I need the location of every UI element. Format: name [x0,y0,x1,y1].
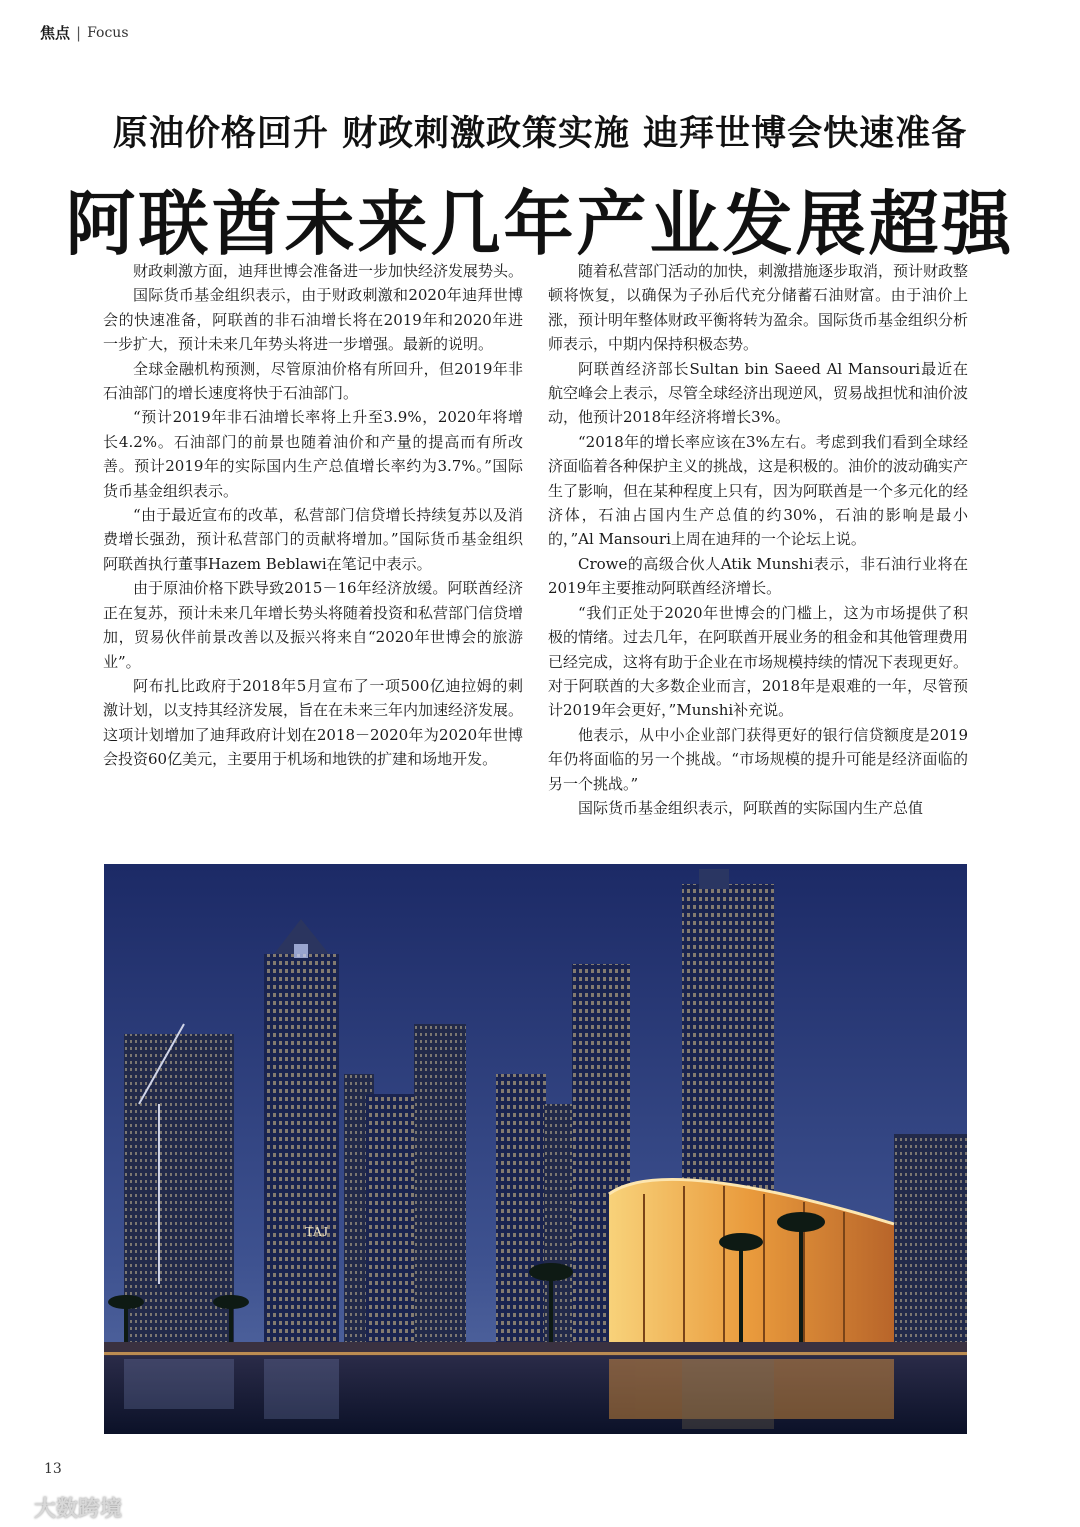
paragraph: “我们正处于2020年世博会的门槛上，这为市场提供了积极的情绪。过去几年，在阿联酋开展业务的租金和其他管理费用已经完成，这将有助于企业在市场规模持续的情况下表现更好。对于阿联酋的大多数企业而言，2018年是艰难的一年，尽管预计2019年会更好，”Munshi补充说。 [548,603,969,720]
paragraph: 随着私营部门活动的加快，刺激措施逐步取消，预计财政整顿将恢复，以确保为子孙后代充分储蓄石油财富。由于油价上涨，预计明年整体财政平衡将转为盈余。国际货币基金组织分析师表示，中期内保持积极态势。 [548,262,969,354]
paragraph: “预计2019年非石油增长率将上升至3.9%，2020年将增长4.2%。石油部门的前景也随着油价和产量的提高而有所改善。预计2019年的实际国内生产总值增长率约为3.7%。”国际货币基金组织表示。 [103,408,523,500]
paragraph: 他表示，从中小企业部门获得更好的银行信贷额度是2019年仍将面临的另一个挑战。“市场规模的提升可能是经济面临的另一个挑战。” [548,725,968,793]
paragraph: 阿联酋经济部长Sultan bin Saeed Al Mansouri最近在航空峰会上表示，尽管全球经济出现逆风，贸易战担忧和油价波动，他预计2018年经济将增长3%。 [548,359,969,427]
watermark-text: 大数跨境 [34,1497,123,1522]
dubai-skyline-photo [104,864,967,1434]
paragraph: 阿布扎比政府于2018年5月宣布了一项500亿迪拉姆的刺激计划，以支持其经济发展，旨在在未来三年内加速经济发展。这项计划增加了迪拜政府计划在2018－2020年为2020年世博会投资60亿美元，主要用于机场和地铁的扩建和场地开发。 [103,676,524,769]
article-subtitle: 原油价格回升 财政刺激政策实施 迪拜世博会快速准备 [112,113,968,154]
article-column-right [548,259,968,820]
article-title: 阿联酋未来几年产业发展超强 [65,183,1015,265]
paragraph: 财政刺激方面，迪拜世博会准备进一步加快经济发展势头。 [133,262,524,280]
taj-sign-text: TAJ [305,1225,328,1240]
header-separator: | [76,23,82,42]
paragraph: “2018年的增长率应该在3%左右。考虑到我们看到全球经济面临着各种保护主义的挑战，这是积极的。油价的波动确实产生了影响，但在某种程度上只有，因为阿联酋是一个多元化的经济体，石油占国内生产总值的约30%，石油的影响是最小的，”Al Mansouri上周在迪拜的一个论坛上说。 [548,432,969,549]
paragraph: 全球金融机构预测，尽管原油价格有所回升，但2019年非石油部门的增长速度将快于石油部门。 [103,359,523,403]
section-label-en: Focus [87,24,129,41]
paragraph: “由于最近宣布的改革，私营部门信贷增长持续复苏以及消费增长强劲，预计私营部门的贡献将增加。”国际货币基金组织阿联酋执行董事Hazem Beblawi在笔记中表示。 [103,506,523,573]
section-header [40,22,129,43]
section-label: 焦点 [40,24,71,42]
paragraph: Crowe的高级合伙人Atik Munshi表示，非石油行业将在2019年主要推动阿联酋经济增长。 [548,554,968,598]
paragraph: 国际货币基金组织表示，由于财政刺激和2020年迪拜世博会的快速准备，阿联酋的非石油增长将在2019年和2020年进一步扩大，预计未来几年势头将进一步增强。最新的说明。 [103,286,523,354]
paragraph: 国际货币基金组织表示，阿联酋的实际国内生产总值 [578,798,924,817]
page-number: 13 [44,1461,62,1477]
article-column-left [103,259,523,772]
paragraph: 由于原油价格下跌导致2015－16年经济放缓。阿联酋经济正在复苏，预计未来几年增长势头将随着投资和私营部门信贷增加，贸易伙伴前景改善以及振兴将来自“2020年世博会的旅游业”。 [103,579,524,671]
skyline-illustration [104,864,967,1434]
